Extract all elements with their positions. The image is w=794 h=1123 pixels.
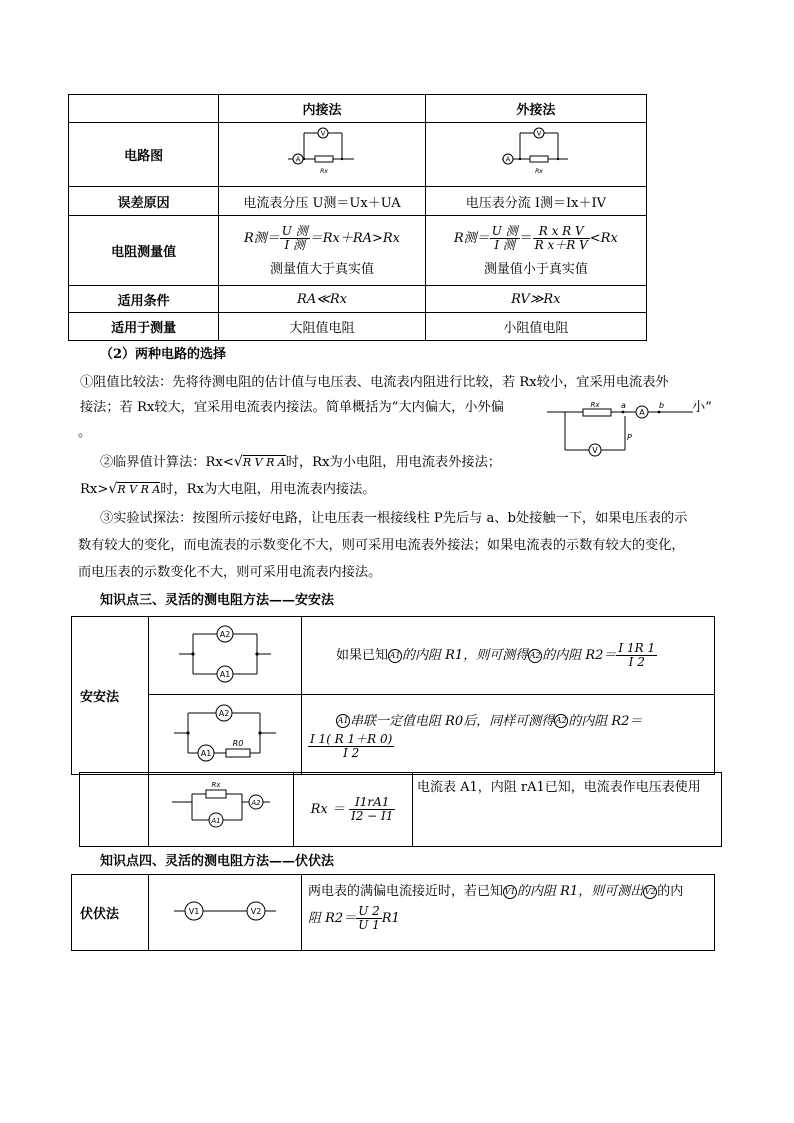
anan-row1-pre: 如果已知 (336, 648, 389, 663)
measure-outer-right: <Rx (589, 230, 618, 246)
measure-outer-equals: ＝ (519, 230, 533, 246)
error-outer: 电压表分流 I测＝Ix＋IV (425, 187, 646, 216)
ammeter-a1-label: A1 (219, 669, 231, 679)
voltmeter-v2-icon: V2 (643, 885, 657, 899)
fraction-denominator: U 1 (358, 918, 380, 932)
para-2-line-2: Rx>√R V R A时，Rx为大电阻，用电流表内接法。 (80, 481, 376, 497)
anan-row2-b: 的内阻 R2＝ (568, 713, 643, 729)
anan-circuit-2-cell (149, 695, 302, 775)
condition-outer: RV≫Rx (425, 286, 646, 313)
measure-outer-note: 测量值小于真实值 (483, 261, 588, 277)
outer-circuit-diagram (496, 125, 576, 181)
measure-inner-left: R测＝ (243, 230, 280, 246)
ammeter-as-voltmeter-circuit (166, 780, 276, 836)
measure-outer-left: R测＝ (453, 230, 490, 246)
anan-row1-mid2: 的内阻 R2＝ (542, 648, 617, 663)
fraction-numerator: U 测 (491, 223, 518, 238)
fufu-method-label: 伏伏法 (72, 875, 149, 951)
table-corner-cell (69, 95, 219, 123)
fufu-circuit-cell (149, 875, 302, 951)
extra-circuit-cell (149, 773, 294, 847)
row-label-condition: 适用条件 (69, 286, 219, 313)
fufu-text2-b: R1 (381, 911, 400, 926)
measure-outer-cell (425, 216, 646, 286)
ammeter-a2-label: A2 (219, 629, 231, 639)
section-4-title: 知识点四、灵活的测电阻方法——伏伏法 (100, 854, 335, 869)
apply-outer: 小阻值电阻 (425, 313, 646, 341)
fufu-text2-a: 阻 R2＝ (308, 911, 357, 926)
rx-label: Rx (590, 401, 600, 409)
condition-inner: RA≪Rx (219, 286, 425, 313)
para-2-line-2-pre: Rx> (80, 482, 109, 497)
para-2-line-2-post: 时，Rx为大电阻，用电流表内接法。 (160, 482, 376, 497)
fraction-denominator: I 测 (494, 237, 515, 252)
outer-circuit-cell (425, 123, 646, 187)
para-2-line-1-post: 时，Rx为小电阻，用电流表外接法； (285, 455, 501, 470)
para-3-line-1: ③实验试探法：按图所示接好电路，让电压表一根接线柱 P先后与 a、b处接触一下，如果电压表的示 (100, 511, 688, 526)
fraction-numerator: U 2 (358, 904, 380, 918)
anan-row1-fraction (616, 642, 657, 669)
section-2-title: （2）两种电路的选择 (100, 347, 227, 362)
fufu-text-b: 的内阻 R1，则可测出 (517, 884, 644, 899)
anan-row-2-text (302, 695, 715, 775)
fufu-text-c: 的内 (657, 884, 684, 899)
ammeter-label: A (639, 408, 645, 417)
anan-method-label: 安安法 (72, 617, 149, 775)
measure-outer-fraction-1 (490, 225, 520, 252)
anan-circuit-2 (170, 701, 280, 765)
para-2-line-1: ②临界值计算法：Rx<√R V R A时，Rx为小电阻，用电流表外接法； (100, 454, 501, 470)
fraction-denominator: R x＋R V (534, 237, 588, 252)
ammeter-a1-icon: A1 (336, 714, 350, 728)
extra-formula-cell (294, 773, 413, 847)
fufu-circuit (170, 896, 280, 926)
para-2-line-1-pre: ②临界值计算法：Rx< (100, 455, 234, 470)
measure-inner-cell (219, 216, 425, 286)
error-inner: 电流表分压 U测＝Ux＋UA (219, 187, 425, 216)
extra-description: 电流表 A1，内阻 rA1已知，电流表作电压表使用 (413, 773, 722, 847)
anan-row-1-text (302, 617, 715, 695)
header-inner-method: 内接法 (219, 95, 425, 123)
node-b-label: b (659, 401, 665, 410)
voltmeter-label: V (592, 446, 598, 455)
anan-circuit-1 (175, 622, 275, 686)
anan-row2-fraction (308, 733, 394, 760)
row-label-error: 误差原因 (69, 187, 219, 216)
anan-row1-mid1: 的内阻 R1，则可测得 (402, 648, 529, 663)
node-a-label: a (621, 401, 626, 410)
fraction-denominator: I 2 (343, 745, 360, 760)
voltmeter-v2-label: V2 (250, 906, 262, 916)
fraction-denominator: I 2 (628, 655, 645, 669)
para-3-line-3: 而电压表的示数变化不大，则可采用电流表内接法。 (78, 565, 382, 580)
anan-table (71, 616, 715, 775)
rx-label: Rx (320, 167, 328, 175)
para-1-period: 。 (78, 425, 92, 440)
r0-label: R0 (232, 738, 244, 748)
ammeter-a2-label: A2 (251, 798, 261, 807)
inner-circuit-diagram (282, 125, 362, 181)
fraction-numerator: U 测 (281, 223, 308, 238)
trial-circuit-diagram (545, 398, 695, 460)
measure-inner-right: ＝Rx＋RA>Rx (309, 230, 401, 246)
ammeter-label: A (505, 155, 511, 163)
ammeter-a1-label: A1 (200, 748, 212, 758)
fraction-numerator: I1rA1 (349, 796, 395, 810)
apply-inner: 大阻值电阻 (219, 313, 425, 341)
ammeter-a2-label: A2 (218, 708, 230, 718)
sqrt-expression: R V R A (117, 483, 161, 496)
measure-outer-fraction-2 (533, 225, 590, 252)
ammeter-a1-icon: A1 (388, 649, 402, 663)
ammeter-a1-label: A1 (211, 816, 221, 825)
extra-empty-cell (80, 773, 149, 847)
fufu-fraction (356, 905, 382, 932)
rx-formula-fraction (349, 796, 395, 823)
node-p-label: P (627, 433, 632, 442)
row-label-measure: 电阻测量值 (69, 216, 219, 286)
voltmeter-v1-icon: V1 (503, 885, 517, 899)
inner-circuit-cell (219, 123, 425, 187)
para-1-line-2: 接法；若 Rx较大，宜采用电流表内接法。简单概括为“大内偏大，小外偏 (80, 400, 504, 415)
fufu-text-cell (302, 875, 715, 951)
fraction-numerator: I 1R 1 (618, 641, 656, 655)
measure-inner-note: 测量值大于真实值 (269, 261, 374, 277)
fufu-table (71, 874, 715, 951)
fufu-text-a: 两电表的满偏电流接近时，若已知 (308, 884, 504, 899)
voltmeter-label: V (320, 129, 326, 137)
anan-circuit-1-cell (149, 617, 302, 695)
row-label-apply: 适用于测量 (69, 313, 219, 341)
para-1-line-2-end: 小” (692, 400, 712, 415)
rx-label: Rx (211, 780, 221, 789)
para-3-line-2: 数有较大的变化，而电流表的示数变化不大，则可采用电流表外接法；如果电流表的示数有较大的变化， (78, 538, 685, 553)
para-1-line-1: ①阻值比较法：先将待测电阻的估计值与电压表、电流表内阻进行比较，若 Rx较小，宜采用电流表外 (80, 375, 669, 390)
voltmeter-v1-label: V1 (188, 906, 200, 916)
rx-formula-left: Rx ＝ (310, 802, 345, 817)
fraction-numerator: I 1( R 1＋R 0) (310, 731, 393, 746)
row-label-diagram: 电路图 (69, 123, 219, 187)
ammeter-a2-icon: A2 (554, 714, 568, 728)
fraction-numerator: R x R V (533, 225, 590, 239)
fraction-denominator: I 测 (284, 237, 306, 252)
comparison-table (68, 94, 647, 341)
ammeter-label: A (295, 155, 301, 163)
fraction-denominator: I2 − I1 (350, 809, 394, 823)
measure-inner-fraction (280, 225, 310, 252)
section-3-title: 知识点三、灵活的测电阻方法——安安法 (100, 593, 335, 608)
sqrt-expression: R V R A (242, 456, 286, 469)
anan-row2-a: 串联一定值电阻 R0后，同样可测得 (350, 713, 555, 729)
ammeter-a2-icon: A2 (528, 649, 542, 663)
voltmeter-label: V (536, 129, 542, 137)
header-outer-method: 外接法 (425, 95, 646, 123)
rx-label: Rx (534, 167, 543, 175)
anan-extra-table (79, 772, 722, 847)
